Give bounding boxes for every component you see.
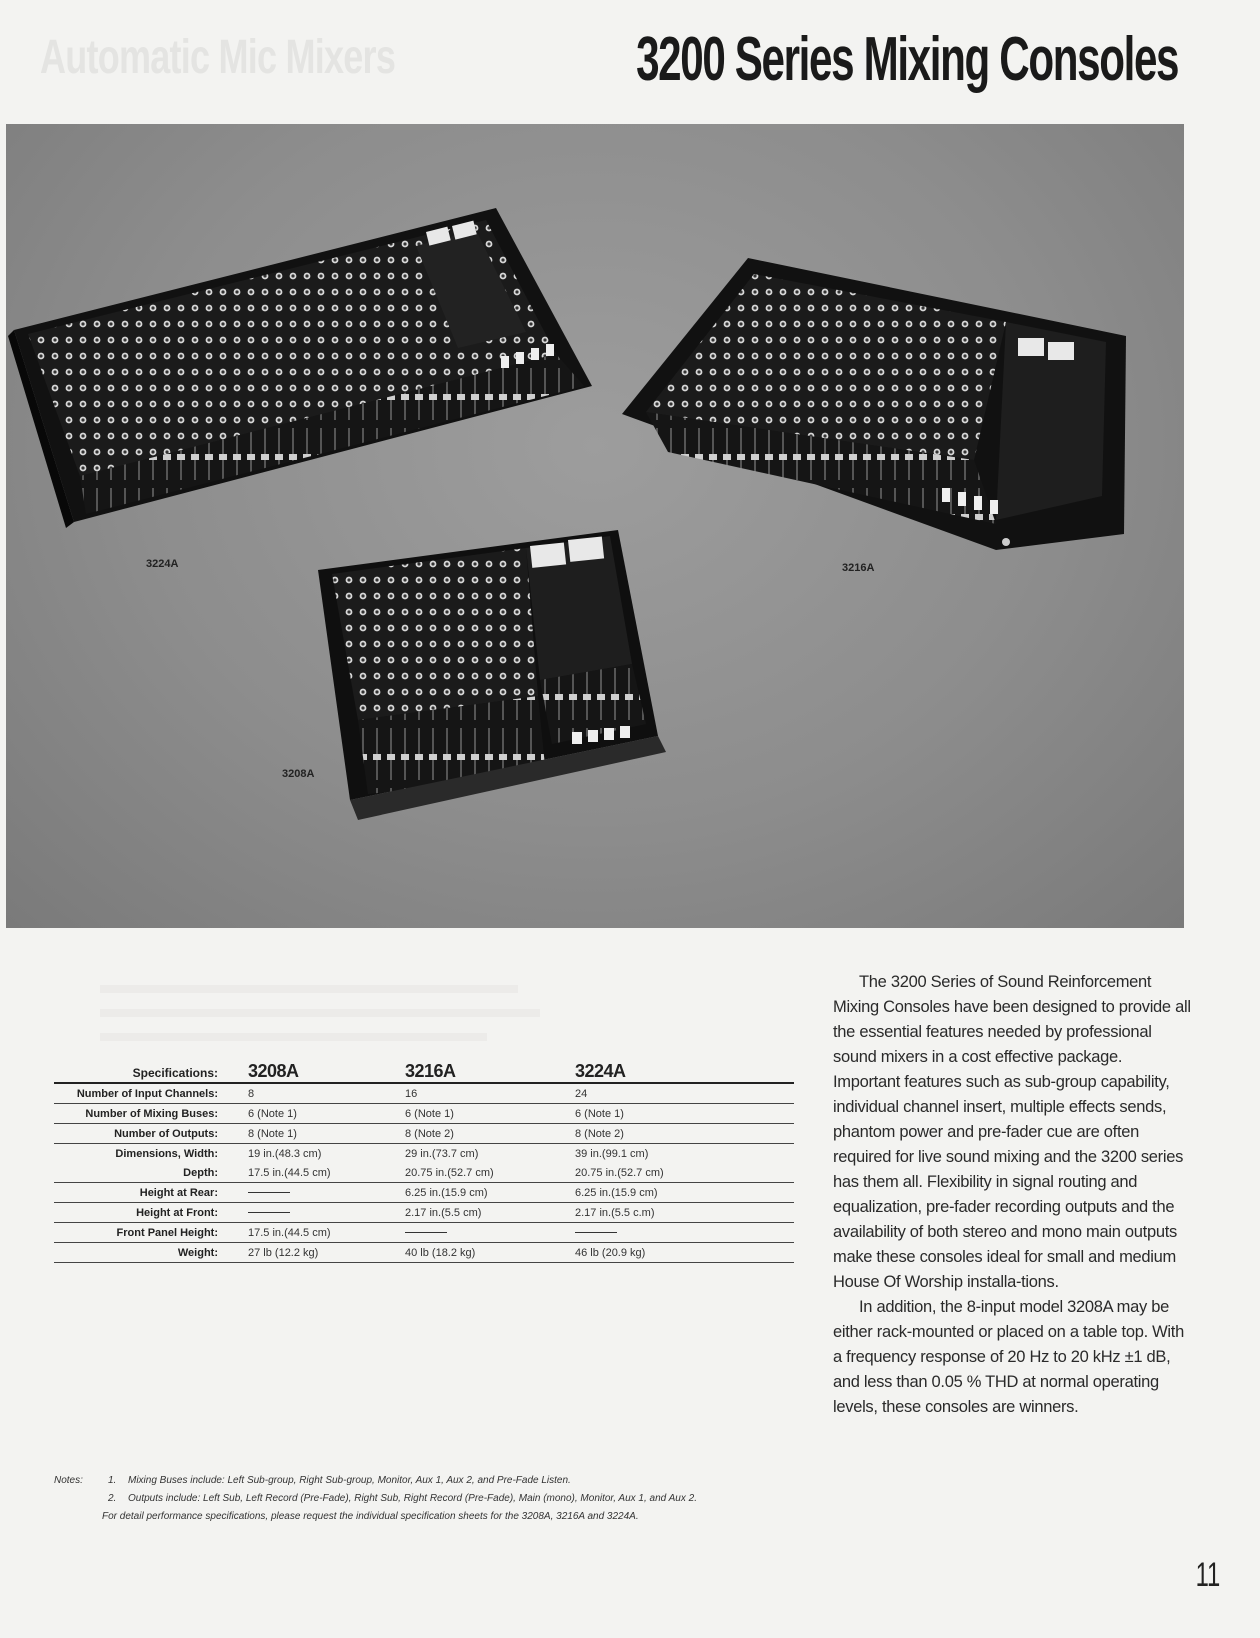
description-paragraph-1: The 3200 Series of Sound Reinforcement Mixing Consoles have been designed to provide all the essential features needed by professional sound mixers in a cost effective package. Important features such as sub-group capability, individual channel insert, multiple effects sends, phantom power and pre-fader cue are often required for live sound mixing and the 3200 series has them all. Flexibility in signal routing and equalization, pre-fader recording outputs and the availability of both stereo and mono main outputs make these consoles ideal for small and medium House Of Worship installa-tions. — [833, 973, 1191, 1291]
spec-value: 8 (Note 2) — [575, 1127, 624, 1140]
spec-value: 27 lb (12.2 kg) — [248, 1246, 319, 1259]
spec-row-outputs — [54, 1124, 794, 1144]
console-3208a — [318, 530, 666, 820]
spec-value: 6 (Note 1) — [575, 1107, 624, 1120]
note-2-number: 2. — [108, 1493, 117, 1504]
spec-label: Number of Input Channels: — [76, 1087, 218, 1100]
notes — [54, 1472, 844, 1526]
note-detail-text: For detail performance specifications, please request the individual specification sheets for the 3208A, 3216A and 3224A. — [102, 1511, 639, 1522]
spec-value: 20.75 in.(52.7 cm) — [405, 1166, 494, 1179]
spec-value: 17.5 in.(44.5 cm) — [248, 1166, 331, 1179]
note-2-text: Outputs include: Left Sub, Left Record (Pre-Fade), Right Sub, Right Record (Pre-Fade), Main (mono), Monitor, Aux 1, and Aux 2. — [128, 1493, 697, 1504]
spec-row-mixing-buses — [54, 1104, 794, 1124]
label-3208a: 3208A — [282, 768, 315, 780]
page-title: 3200 Series Mixing Consoles — [635, 25, 1178, 94]
not-applicable-dash — [575, 1232, 617, 1233]
spec-value: 39 in.(99.1 cm) — [575, 1147, 649, 1160]
spec-row-height-rear — [54, 1183, 794, 1203]
not-applicable-dash — [405, 1232, 447, 1233]
spec-label: Height at Front: — [136, 1206, 218, 1219]
not-applicable-dash — [248, 1212, 290, 1213]
specifications-table — [54, 1058, 794, 1263]
spec-value: 2.17 in.(5.5 c.m) — [575, 1206, 655, 1219]
console-3216a — [622, 258, 1126, 550]
spec-label: Height at Rear: — [139, 1186, 218, 1199]
spec-value: 20.75 in.(52.7 cm) — [575, 1166, 664, 1179]
spec-value: 6.25 in.(15.9 cm) — [405, 1186, 488, 1199]
spec-label: Number of Mixing Buses: — [85, 1107, 218, 1120]
spec-label: Depth: — [183, 1166, 218, 1179]
spec-value: 2.17 in.(5.5 cm) — [405, 1206, 482, 1219]
note-1-number: 1. — [108, 1475, 117, 1486]
model-3216a: 3216A — [405, 1061, 456, 1081]
label-3224a: 3224A — [146, 558, 179, 570]
note-1-text: Mixing Buses include: Left Sub-group, Right Sub-group, Monitor, Aux 1, Aux 2, and Pre-Fade Listen. — [128, 1475, 571, 1486]
spec-label: Number of Outputs: — [114, 1127, 218, 1140]
spec-row-front-panel-height — [54, 1223, 794, 1243]
spec-value: 8 (Note 1) — [248, 1127, 297, 1140]
spec-label: Dimensions, Width: — [115, 1147, 218, 1160]
specifications-header — [54, 1058, 794, 1084]
console-3224a — [8, 208, 592, 528]
page-number: 11 — [1195, 1556, 1220, 1594]
spec-row-height-front — [54, 1203, 794, 1223]
spec-value: 8 — [248, 1087, 255, 1100]
description-text — [833, 970, 1193, 1420]
consoles-illustration — [6, 124, 1184, 928]
model-3208a: 3208A — [248, 1061, 299, 1081]
model-3224a: 3224A — [575, 1061, 626, 1081]
spec-value: 6.25 in.(15.9 cm) — [575, 1186, 658, 1199]
spec-value: 8 (Note 2) — [405, 1127, 454, 1140]
not-applicable-dash — [248, 1192, 290, 1193]
spec-value: 40 lb (18.2 kg) — [405, 1246, 476, 1259]
spec-value: 6 (Note 1) — [405, 1107, 454, 1120]
spec-value: 46 lb (20.9 kg) — [575, 1246, 646, 1259]
spec-label: Front Panel Height: — [116, 1226, 218, 1239]
spec-row-depth — [54, 1163, 794, 1183]
spec-header-label: Specifications: — [132, 1066, 218, 1080]
spec-value: 24 — [575, 1087, 588, 1100]
description-paragraph-2: In addition, the 8-input model 3208A may be either rack-mounted or placed on a table top. With a frequency response of 20 Hz to 20 kHz ±1 dB, and less than 0.05 % THD at normal operating levels, these consoles are winners. — [833, 1298, 1184, 1416]
spec-label: Weight: — [177, 1246, 218, 1259]
spec-value: 6 (Note 1) — [248, 1107, 297, 1120]
notes-label: Notes: — [54, 1475, 83, 1486]
product-photo — [6, 124, 1184, 928]
spec-value: 19 in.(48.3 cm) — [248, 1147, 322, 1160]
spec-row-width — [54, 1144, 794, 1163]
label-3216a: 3216A — [842, 562, 875, 574]
spec-value: 17.5 in.(44.5 cm) — [248, 1226, 331, 1239]
spec-value: 29 in.(73.7 cm) — [405, 1147, 479, 1160]
spec-row-input-channels — [54, 1084, 794, 1104]
bleed-heading: Automatic Mic Mixers — [40, 31, 396, 84]
spec-value: 16 — [405, 1087, 418, 1100]
spec-row-weight — [54, 1243, 794, 1263]
